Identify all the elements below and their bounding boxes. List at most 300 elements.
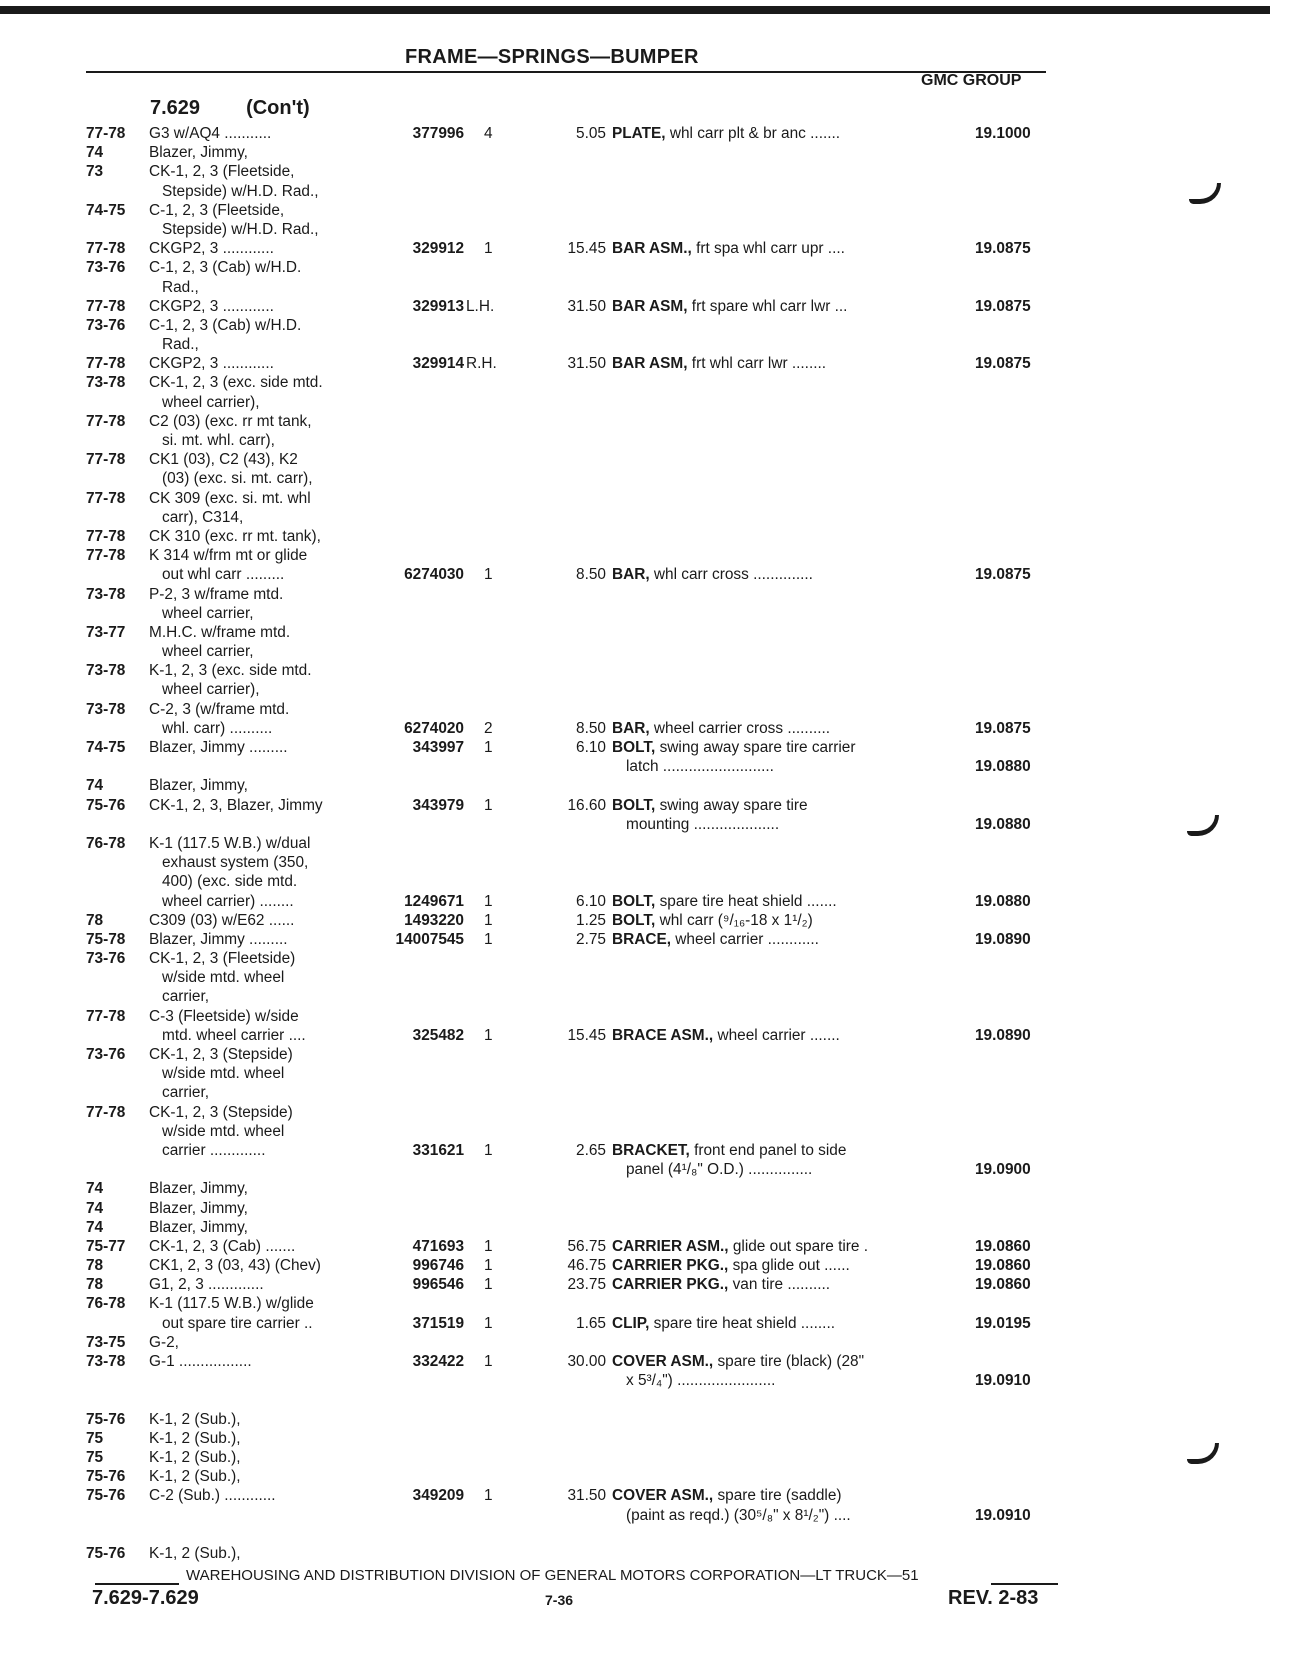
model-years: 74 xyxy=(86,1199,104,1217)
description-text: whl carr (⁹/₁₆-18 x 1¹/₂) xyxy=(655,911,813,929)
part-number: 377996 xyxy=(412,125,464,142)
quantity: 1 xyxy=(484,1257,493,1275)
part-name: BOLT, xyxy=(612,892,656,910)
model-years: 78 xyxy=(86,911,104,929)
quantity: 1 xyxy=(484,1026,493,1044)
application: CK1, 2, 3 (03, 43) (Chev) xyxy=(149,1257,321,1275)
description-text: (paint as reqd.) (30⁵/₈" x 8¹/₂") .... xyxy=(626,1506,851,1524)
model-years: 73-76 xyxy=(86,316,126,334)
group-number: 19.0860 xyxy=(975,1237,1031,1255)
description-text: whl carr cross .............. xyxy=(649,566,813,584)
table-row xyxy=(0,987,1294,1006)
part-number: 371519 xyxy=(412,1314,464,1332)
model-years: 75-76 xyxy=(86,1544,126,1562)
application: Stepside) w/H.D. Rad., xyxy=(162,182,319,200)
group-number: 19.0875 xyxy=(975,240,1031,258)
application: Blazer, Jimmy ......... xyxy=(149,739,288,756)
list-price: 31.50 xyxy=(567,1487,606,1505)
group-number: 19.0890 xyxy=(975,930,1031,948)
application: K-1 (117.5 W.B.) w/dual xyxy=(149,834,311,852)
quantity: 1 xyxy=(484,240,493,258)
application: mtd. wheel carrier .... xyxy=(162,1026,306,1044)
quantity: 1 xyxy=(484,892,493,910)
description-text: spare tire (black) (28" xyxy=(713,1353,865,1370)
description-text: spare tire (saddle) xyxy=(713,1487,842,1505)
footer-section-range: 7.629-7.629 xyxy=(92,1587,199,1609)
application: wheel carrier), xyxy=(162,393,260,411)
part-name: BOLT, xyxy=(612,739,656,756)
group-number: 19.0860 xyxy=(975,1276,1031,1294)
table-row xyxy=(0,1506,1294,1525)
list-price: 2.65 xyxy=(576,1141,606,1159)
quantity: 1 xyxy=(484,796,493,814)
model-years: 75-76 xyxy=(86,1410,126,1428)
parts-list xyxy=(0,124,1294,1563)
application: wheel carrier, xyxy=(162,604,254,622)
description xyxy=(612,239,845,258)
table-row xyxy=(0,143,1294,162)
table-row xyxy=(0,1352,1294,1371)
model-years: 77-78 xyxy=(86,1007,126,1025)
description xyxy=(612,719,830,738)
application: Blazer, Jimmy, xyxy=(149,777,248,795)
application: wheel carrier), xyxy=(162,681,260,699)
application: C309 (03) w/E62 ...... xyxy=(149,911,295,929)
application: CKGP2, 3 ............ xyxy=(149,240,274,258)
part-name: CARRIER PKG., xyxy=(612,1257,729,1275)
application: C-1, 2, 3 (Fleetside, xyxy=(149,201,285,219)
model-years: 76-78 xyxy=(86,834,126,852)
part-number: 349209 xyxy=(412,1487,464,1505)
table-row xyxy=(0,335,1294,354)
quantity: 1 xyxy=(484,1276,493,1294)
table-row xyxy=(0,623,1294,642)
part-number: 14007545 xyxy=(395,930,464,948)
description xyxy=(612,1237,868,1256)
table-row xyxy=(0,278,1294,297)
application: Rad., xyxy=(162,278,199,296)
table-row xyxy=(0,949,1294,968)
application: carrier ............. xyxy=(162,1141,266,1159)
part-number: 343979 xyxy=(412,796,464,814)
model-years: 74-75 xyxy=(86,201,126,219)
application: CK1 (03), C2 (43), K2 xyxy=(149,451,298,469)
part-name: BOLT, xyxy=(612,911,656,929)
application: CK-1, 2, 3 (Stepside) xyxy=(149,1103,293,1121)
table-row xyxy=(0,546,1294,565)
table-row xyxy=(0,565,1294,584)
description xyxy=(612,1026,840,1045)
part-name: BAR, xyxy=(612,566,650,584)
application: C-1, 2, 3 (Cab) w/H.D. xyxy=(149,259,302,277)
table-row xyxy=(0,719,1294,738)
table-row xyxy=(0,431,1294,450)
application: CK-1, 2, 3, Blazer, Jimmy xyxy=(149,796,323,814)
table-row xyxy=(0,834,1294,853)
table-row xyxy=(0,1045,1294,1064)
application: P-2, 3 w/frame mtd. xyxy=(149,585,284,603)
description-text: spare tire heat shield ....... xyxy=(655,892,837,910)
table-row xyxy=(0,1467,1294,1486)
model-years: 74 xyxy=(86,777,104,795)
section-cont: (Con't) xyxy=(246,97,310,119)
table-row xyxy=(0,1314,1294,1333)
table-row xyxy=(0,642,1294,661)
part-number: 343997 xyxy=(412,739,464,756)
model-years: 75 xyxy=(86,1429,104,1447)
part-name: BOLT, xyxy=(612,796,656,814)
table-row xyxy=(0,1199,1294,1218)
description-text: glide out spare tire . xyxy=(728,1237,869,1255)
model-years: 75-77 xyxy=(86,1237,126,1255)
group-number: 19.0890 xyxy=(975,1026,1031,1044)
quantity: 1 xyxy=(484,911,493,929)
description xyxy=(612,1314,835,1333)
table-row xyxy=(0,162,1294,181)
model-years: 77-78 xyxy=(86,240,126,258)
part-name: BAR ASM, xyxy=(612,297,688,315)
description xyxy=(612,930,819,949)
table-row xyxy=(0,776,1294,795)
table-row xyxy=(0,585,1294,604)
description xyxy=(612,911,813,930)
application: G1, 2, 3 ............. xyxy=(149,1276,264,1294)
description xyxy=(612,297,847,316)
quantity: 1 xyxy=(484,1314,493,1332)
table-row xyxy=(0,1160,1294,1179)
table-row xyxy=(0,872,1294,891)
application: C2 (03) (exc. rr mt tank, xyxy=(149,412,312,430)
list-price: 30.00 xyxy=(567,1353,606,1370)
application: K-1, 2 (Sub.), xyxy=(149,1429,241,1447)
part-name: BRACKET, xyxy=(612,1141,690,1159)
description xyxy=(612,1352,864,1371)
application: K-1, 2 (Sub.), xyxy=(149,1544,241,1562)
group-number: 19.0875 xyxy=(975,355,1031,373)
description xyxy=(612,1275,830,1294)
group-number: 19.0910 xyxy=(975,1506,1031,1524)
quantity: L.H. xyxy=(466,297,495,315)
part-name: BAR ASM., xyxy=(612,240,692,258)
application: wheel carrier, xyxy=(162,643,254,661)
list-price: 8.50 xyxy=(576,566,606,584)
description xyxy=(612,1486,842,1505)
table-row xyxy=(0,700,1294,719)
description-text: wheel carrier ............ xyxy=(671,930,819,948)
quantity: 2 xyxy=(484,719,493,737)
table-row xyxy=(0,1218,1294,1237)
application: M.H.C. w/frame mtd. xyxy=(149,623,291,641)
part-number: 471693 xyxy=(412,1237,464,1255)
model-years: 73-75 xyxy=(86,1333,126,1351)
group-number: 19.0880 xyxy=(975,892,1031,910)
application: CK-1, 2, 3 (Stepside) xyxy=(149,1046,293,1063)
application: si. mt. whl. carr), xyxy=(162,432,275,449)
model-years: 73 xyxy=(86,163,104,181)
table-row xyxy=(0,393,1294,412)
model-years: 78 xyxy=(86,1257,104,1275)
application: Blazer, Jimmy, xyxy=(149,144,248,162)
application: 400) (exc. side mtd. xyxy=(162,873,298,891)
description-text: swing away spare tire xyxy=(655,796,808,814)
application: carrier, xyxy=(162,1084,210,1102)
part-name: BAR ASM, xyxy=(612,355,688,373)
section-heading xyxy=(150,97,310,120)
part-number: 331621 xyxy=(412,1141,464,1159)
quantity: 1 xyxy=(484,739,493,756)
model-years: 75-76 xyxy=(86,796,126,814)
list-price: 46.75 xyxy=(567,1257,606,1275)
application: CK-1, 2, 3 (exc. side mtd. xyxy=(149,374,323,392)
model-years: 77-78 xyxy=(86,1103,126,1121)
description xyxy=(612,1256,850,1275)
table-row xyxy=(0,796,1294,815)
table-row xyxy=(0,1390,1294,1409)
part-number: 6274020 xyxy=(404,719,464,737)
group-number: 19.0900 xyxy=(975,1161,1031,1179)
model-years: 75 xyxy=(86,1448,104,1466)
model-years: 73-78 xyxy=(86,662,126,680)
section-number: 7.629 xyxy=(150,97,201,119)
table-row xyxy=(0,1141,1294,1160)
description-text: frt whl carr lwr ........ xyxy=(687,355,827,373)
application: out spare tire carrier .. xyxy=(162,1314,313,1332)
table-row xyxy=(0,297,1294,316)
part-number: 1493220 xyxy=(404,911,464,929)
part-number: 6274030 xyxy=(404,566,464,584)
group-column-label: GMC GROUP xyxy=(921,72,1022,89)
application: CK-1, 2, 3 (Fleetside) xyxy=(149,950,296,968)
model-years: 74 xyxy=(86,144,104,162)
part-number: 325482 xyxy=(412,1026,464,1044)
application: K-1, 2 (Sub.), xyxy=(149,1448,241,1466)
model-years: 77-78 xyxy=(86,412,126,430)
table-row xyxy=(0,469,1294,488)
model-years: 74 xyxy=(86,1180,104,1198)
quantity: 4 xyxy=(484,125,493,142)
table-row xyxy=(0,182,1294,201)
description xyxy=(612,354,826,373)
part-name: CARRIER ASM., xyxy=(612,1237,729,1255)
model-years: 77-78 xyxy=(86,125,126,142)
application: K-1, 2, 3 (exc. side mtd. xyxy=(149,662,312,680)
part-number: 329914 xyxy=(412,355,464,373)
application: K 314 w/frm mt or glide xyxy=(149,547,308,565)
description-text: panel (4¹/₈" O.D.) ............... xyxy=(626,1161,813,1179)
description-text: van tire .......... xyxy=(728,1276,831,1294)
description xyxy=(612,796,808,815)
table-row xyxy=(0,1544,1294,1563)
table-row xyxy=(0,1007,1294,1026)
application: CK 309 (exc. si. mt. whl xyxy=(149,489,311,507)
model-years: 77-78 xyxy=(86,297,126,315)
table-row xyxy=(0,124,1294,143)
table-row xyxy=(0,1448,1294,1467)
table-row xyxy=(0,1371,1294,1390)
table-row xyxy=(0,1294,1294,1313)
description-text: x 5³/₄") ....................... xyxy=(626,1372,776,1390)
model-years: 77-78 xyxy=(86,527,126,545)
table-row xyxy=(0,1333,1294,1352)
list-price: 56.75 xyxy=(567,1237,606,1255)
group-number: 19.0880 xyxy=(975,758,1031,776)
description xyxy=(626,815,779,834)
application: Blazer, Jimmy ......... xyxy=(149,930,288,948)
application: K-1, 2 (Sub.), xyxy=(149,1468,241,1486)
description-text: whl carr plt & br anc ....... xyxy=(665,125,841,142)
table-row xyxy=(0,968,1294,987)
part-name: COVER ASM., xyxy=(612,1353,714,1370)
description xyxy=(626,1160,812,1179)
group-number: 19.0875 xyxy=(975,719,1031,737)
part-name: BAR, xyxy=(612,719,650,737)
group-number: 19.0910 xyxy=(975,1372,1031,1390)
top-rule xyxy=(0,6,1270,14)
application: w/side mtd. wheel xyxy=(162,1122,285,1140)
table-row xyxy=(0,1064,1294,1083)
application: (03) (exc. si. mt. carr), xyxy=(162,470,313,488)
part-name: CLIP, xyxy=(612,1314,650,1332)
table-row xyxy=(0,316,1294,335)
table-row xyxy=(0,680,1294,699)
application: CK-1, 2, 3 (Fleetside, xyxy=(149,163,295,181)
description-text: mounting .................... xyxy=(626,815,780,833)
part-number: 332422 xyxy=(412,1353,464,1370)
description xyxy=(612,565,813,584)
footer-revision: REV. 2-83 xyxy=(948,1587,1039,1609)
table-row xyxy=(0,1083,1294,1102)
table-row xyxy=(0,1179,1294,1198)
table-row xyxy=(0,508,1294,527)
footer-rule-left xyxy=(95,1583,179,1585)
application: C-2, 3 (w/frame mtd. xyxy=(149,700,290,718)
application: CKGP2, 3 ............ xyxy=(149,355,274,373)
quantity: 1 xyxy=(484,1487,493,1505)
part-number: 329912 xyxy=(412,240,464,258)
list-price: 31.50 xyxy=(567,297,606,315)
model-years: 75-76 xyxy=(86,1468,126,1486)
application: carr), C314, xyxy=(162,508,244,526)
table-row xyxy=(0,1486,1294,1505)
model-years: 73-77 xyxy=(86,623,126,641)
application: Stepside) w/H.D. Rad., xyxy=(162,220,319,238)
model-years: 73-78 xyxy=(86,585,126,603)
group-number: 19.0195 xyxy=(975,1314,1031,1332)
model-years: 73-78 xyxy=(86,374,126,392)
model-years: 73-76 xyxy=(86,950,126,968)
table-row xyxy=(0,911,1294,930)
list-price: 15.45 xyxy=(567,240,606,258)
model-years: 75-78 xyxy=(86,930,126,948)
quantity: 1 xyxy=(484,566,493,584)
application: C-1, 2, 3 (Cab) w/H.D. xyxy=(149,316,302,334)
table-row xyxy=(0,1410,1294,1429)
table-row xyxy=(0,201,1294,220)
table-row xyxy=(0,1429,1294,1448)
table-row xyxy=(0,892,1294,911)
application: Blazer, Jimmy, xyxy=(149,1218,248,1236)
model-years: 73-78 xyxy=(86,700,126,718)
application: C-3 (Fleetside) w/side xyxy=(149,1007,299,1025)
list-price: 8.50 xyxy=(576,719,606,737)
part-number: 1249671 xyxy=(404,892,464,910)
model-years: 77-78 xyxy=(86,451,126,469)
footer-page-number: 7-36 xyxy=(545,1592,574,1608)
table-row xyxy=(0,1237,1294,1256)
quantity: 1 xyxy=(484,1237,493,1255)
description-text: spare tire heat shield ........ xyxy=(649,1314,835,1332)
part-number: 329913 xyxy=(412,297,464,315)
model-years: 77-78 xyxy=(86,547,126,565)
description xyxy=(626,757,774,776)
list-price: 31.50 xyxy=(567,355,606,373)
table-row xyxy=(0,239,1294,258)
list-price: 15.45 xyxy=(567,1026,606,1044)
quantity: 1 xyxy=(484,1353,493,1370)
description xyxy=(612,124,840,143)
model-years: 74-75 xyxy=(86,739,126,756)
application: K-1 (117.5 W.B.) w/glide xyxy=(149,1295,314,1313)
application: exhaust system (350, xyxy=(162,854,309,872)
list-price: 1.65 xyxy=(576,1314,606,1332)
application: wheel carrier) ........ xyxy=(162,892,294,910)
table-row xyxy=(0,373,1294,392)
list-price: 2.75 xyxy=(576,930,606,948)
model-years: 73-78 xyxy=(86,1353,126,1370)
model-years: 73-76 xyxy=(86,1046,126,1063)
table-row xyxy=(0,604,1294,623)
table-row xyxy=(0,450,1294,469)
list-price: 1.25 xyxy=(576,911,606,929)
table-row xyxy=(0,489,1294,508)
page-title: FRAME—SPRINGS—BUMPER xyxy=(405,46,699,68)
application: C-2 (Sub.) ............ xyxy=(149,1487,276,1505)
application: carrier, xyxy=(162,988,210,1006)
list-price: 16.60 xyxy=(567,796,606,814)
table-row xyxy=(0,1275,1294,1294)
application: CK-1, 2, 3 (Cab) ....... xyxy=(149,1237,296,1255)
list-price: 5.05 xyxy=(576,125,606,142)
model-years: 76-78 xyxy=(86,1295,126,1313)
part-number: 996746 xyxy=(412,1257,464,1275)
application: K-1, 2 (Sub.), xyxy=(149,1410,241,1428)
table-row xyxy=(0,757,1294,776)
description-text: latch .......................... xyxy=(626,758,774,776)
description-text: frt spa whl carr upr .... xyxy=(691,240,845,258)
description xyxy=(612,738,855,757)
part-name: COVER ASM., xyxy=(612,1487,714,1505)
part-name: BRACE, xyxy=(612,930,671,948)
model-years: 74 xyxy=(86,1218,104,1236)
table-row xyxy=(0,1122,1294,1141)
application: w/side mtd. wheel xyxy=(162,969,285,987)
application: Blazer, Jimmy, xyxy=(149,1199,248,1217)
application: whl. carr) .......... xyxy=(162,719,273,737)
quantity: 1 xyxy=(484,1141,493,1159)
table-row xyxy=(0,412,1294,431)
description-text: front end panel to side xyxy=(689,1141,847,1159)
group-number: 19.0875 xyxy=(975,297,1031,315)
description xyxy=(612,1141,846,1160)
list-price: 23.75 xyxy=(567,1276,606,1294)
table-row xyxy=(0,258,1294,277)
part-name: CARRIER PKG., xyxy=(612,1276,729,1294)
group-number: 19.1000 xyxy=(975,125,1031,142)
quantity: 1 xyxy=(484,930,493,948)
part-name: PLATE, xyxy=(612,125,666,142)
application: Blazer, Jimmy, xyxy=(149,1180,248,1198)
list-price: 6.10 xyxy=(576,739,606,756)
